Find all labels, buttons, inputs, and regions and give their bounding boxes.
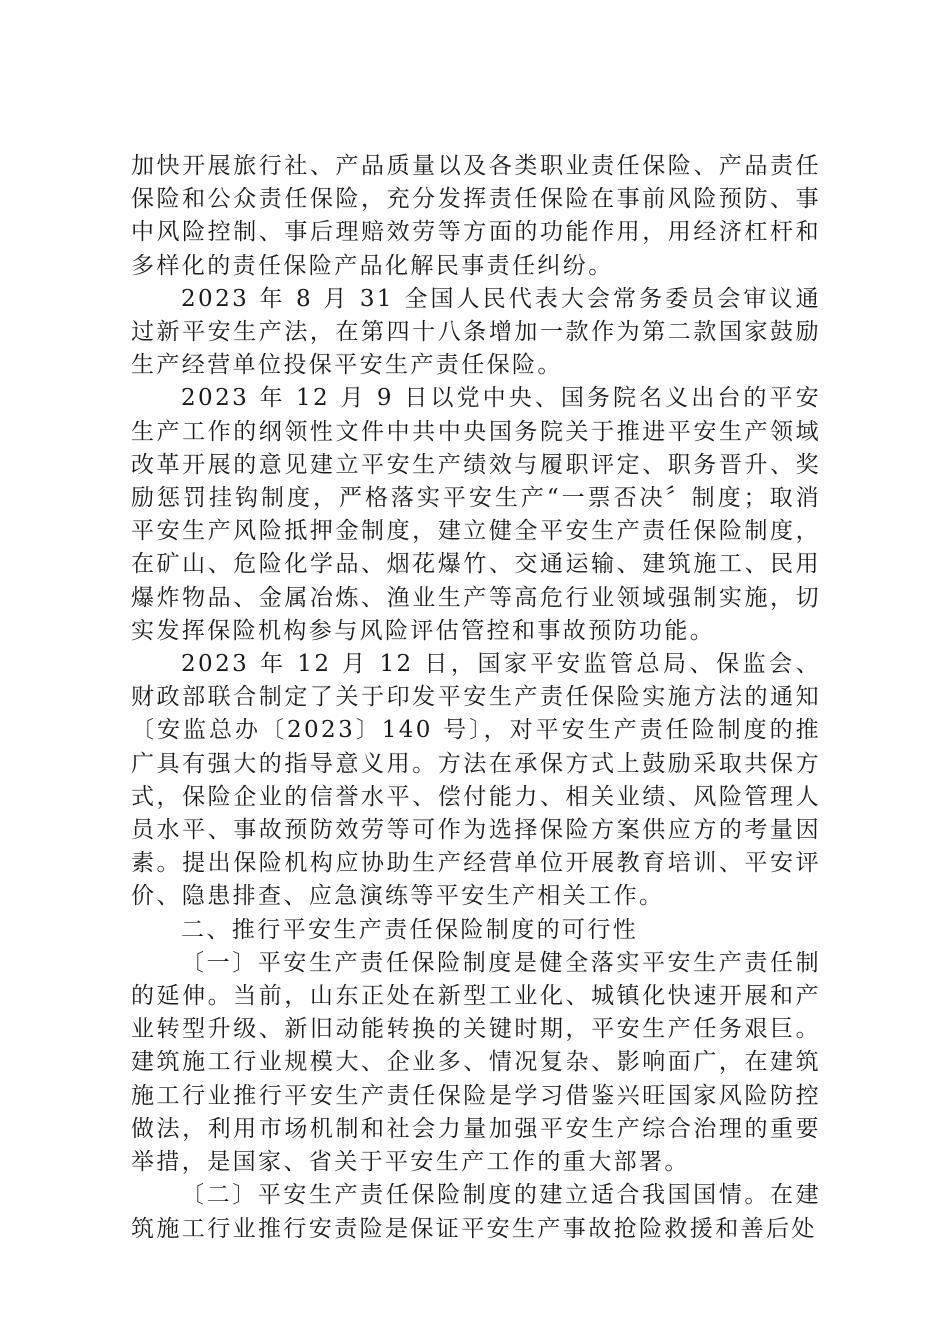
paragraph: 加快开展旅行社、产品质量以及各类职业责任保险、产品责任保险和公众责任保险，充分发挥责任保险在事前风险预防、事中风险控制、事后理赔效劳等方面的功能作用，用经济杠杆和多样化的责任保险产品化解民事责任纠纷。 [131, 153, 821, 279]
document-body [131, 150, 821, 1246]
paragraph: 2023 年 12 月 9 日以党中央、国务院名义出台的平安生产工作的纲领性文件中共中央国务院关于推进平安生产领域改革开展的意见建立平安生产绩效与履职评定、职务晋升、奖励惩罚挂钩制度，严格落实平安生产“一票否决〞制度；取消平安生产风险抵押金制度，建立健全平安生产责任保险制度，在矿山、危险化学品、烟花爆竹、交通运输、建筑施工、民用爆炸物品、金属冶炼、渔业生产等高危行业领域强制实施，切实发挥保险机构参与风险评估管控和事故预防功能。 [131, 385, 821, 644]
paragraph: 〔二〕平安生产责任保险制度的建立适合我国国情。在建筑施工行业推行安责险是保证平安生产事故抢险救援和善后处 [131, 1182, 821, 1242]
paragraph: 2023 年 12 月 12 日，国家平安监管总局、保监会、财政部联合制定了关于印发平安生产责任保险实施方法的通知〔安监总办〔2023〕140 号〕，对平安生产责任险制度的推广具有强大的指导意义用。方法在承保方式上鼓励采取共保方式，保险企业的信誉水平、偿付能力、相关业绩、风险管理人员水平、事故预防效劳等可作为选择保险方案供应方的考量因素。提出保险机构应协助生产经营单位开展教育培训、平安评价、隐患排查、应急演练等平安生产相关工作。 [131, 651, 821, 910]
paragraph: 〔一〕平安生产责任保险制度是健全落实平安生产责任制的延伸。当前，山东正处在新型工业化、城镇化快速开展和产业转型升级、新旧动能转换的关键时期，平安生产任务艰巨。建筑施工行业规模大、企业多、情况复杂、影响面广，在建筑施工行业推行平安生产责任保险是学习借鉴兴旺国家风险防控做法，利用市场机制和社会力量加强平安生产综合治理的重要举措，是国家、省关于平安生产工作的重大部署。 [131, 949, 821, 1176]
paragraph: 2023 年 8 月 31 全国人民代表大会常务委员会审议通过新平安生产法，在第四十八条增加一款作为第二款国家鼓励生产经营单位投保平安生产责任保险。 [131, 285, 821, 379]
section-heading: 二、推行平安生产责任保险制度的可行性 [181, 916, 639, 943]
